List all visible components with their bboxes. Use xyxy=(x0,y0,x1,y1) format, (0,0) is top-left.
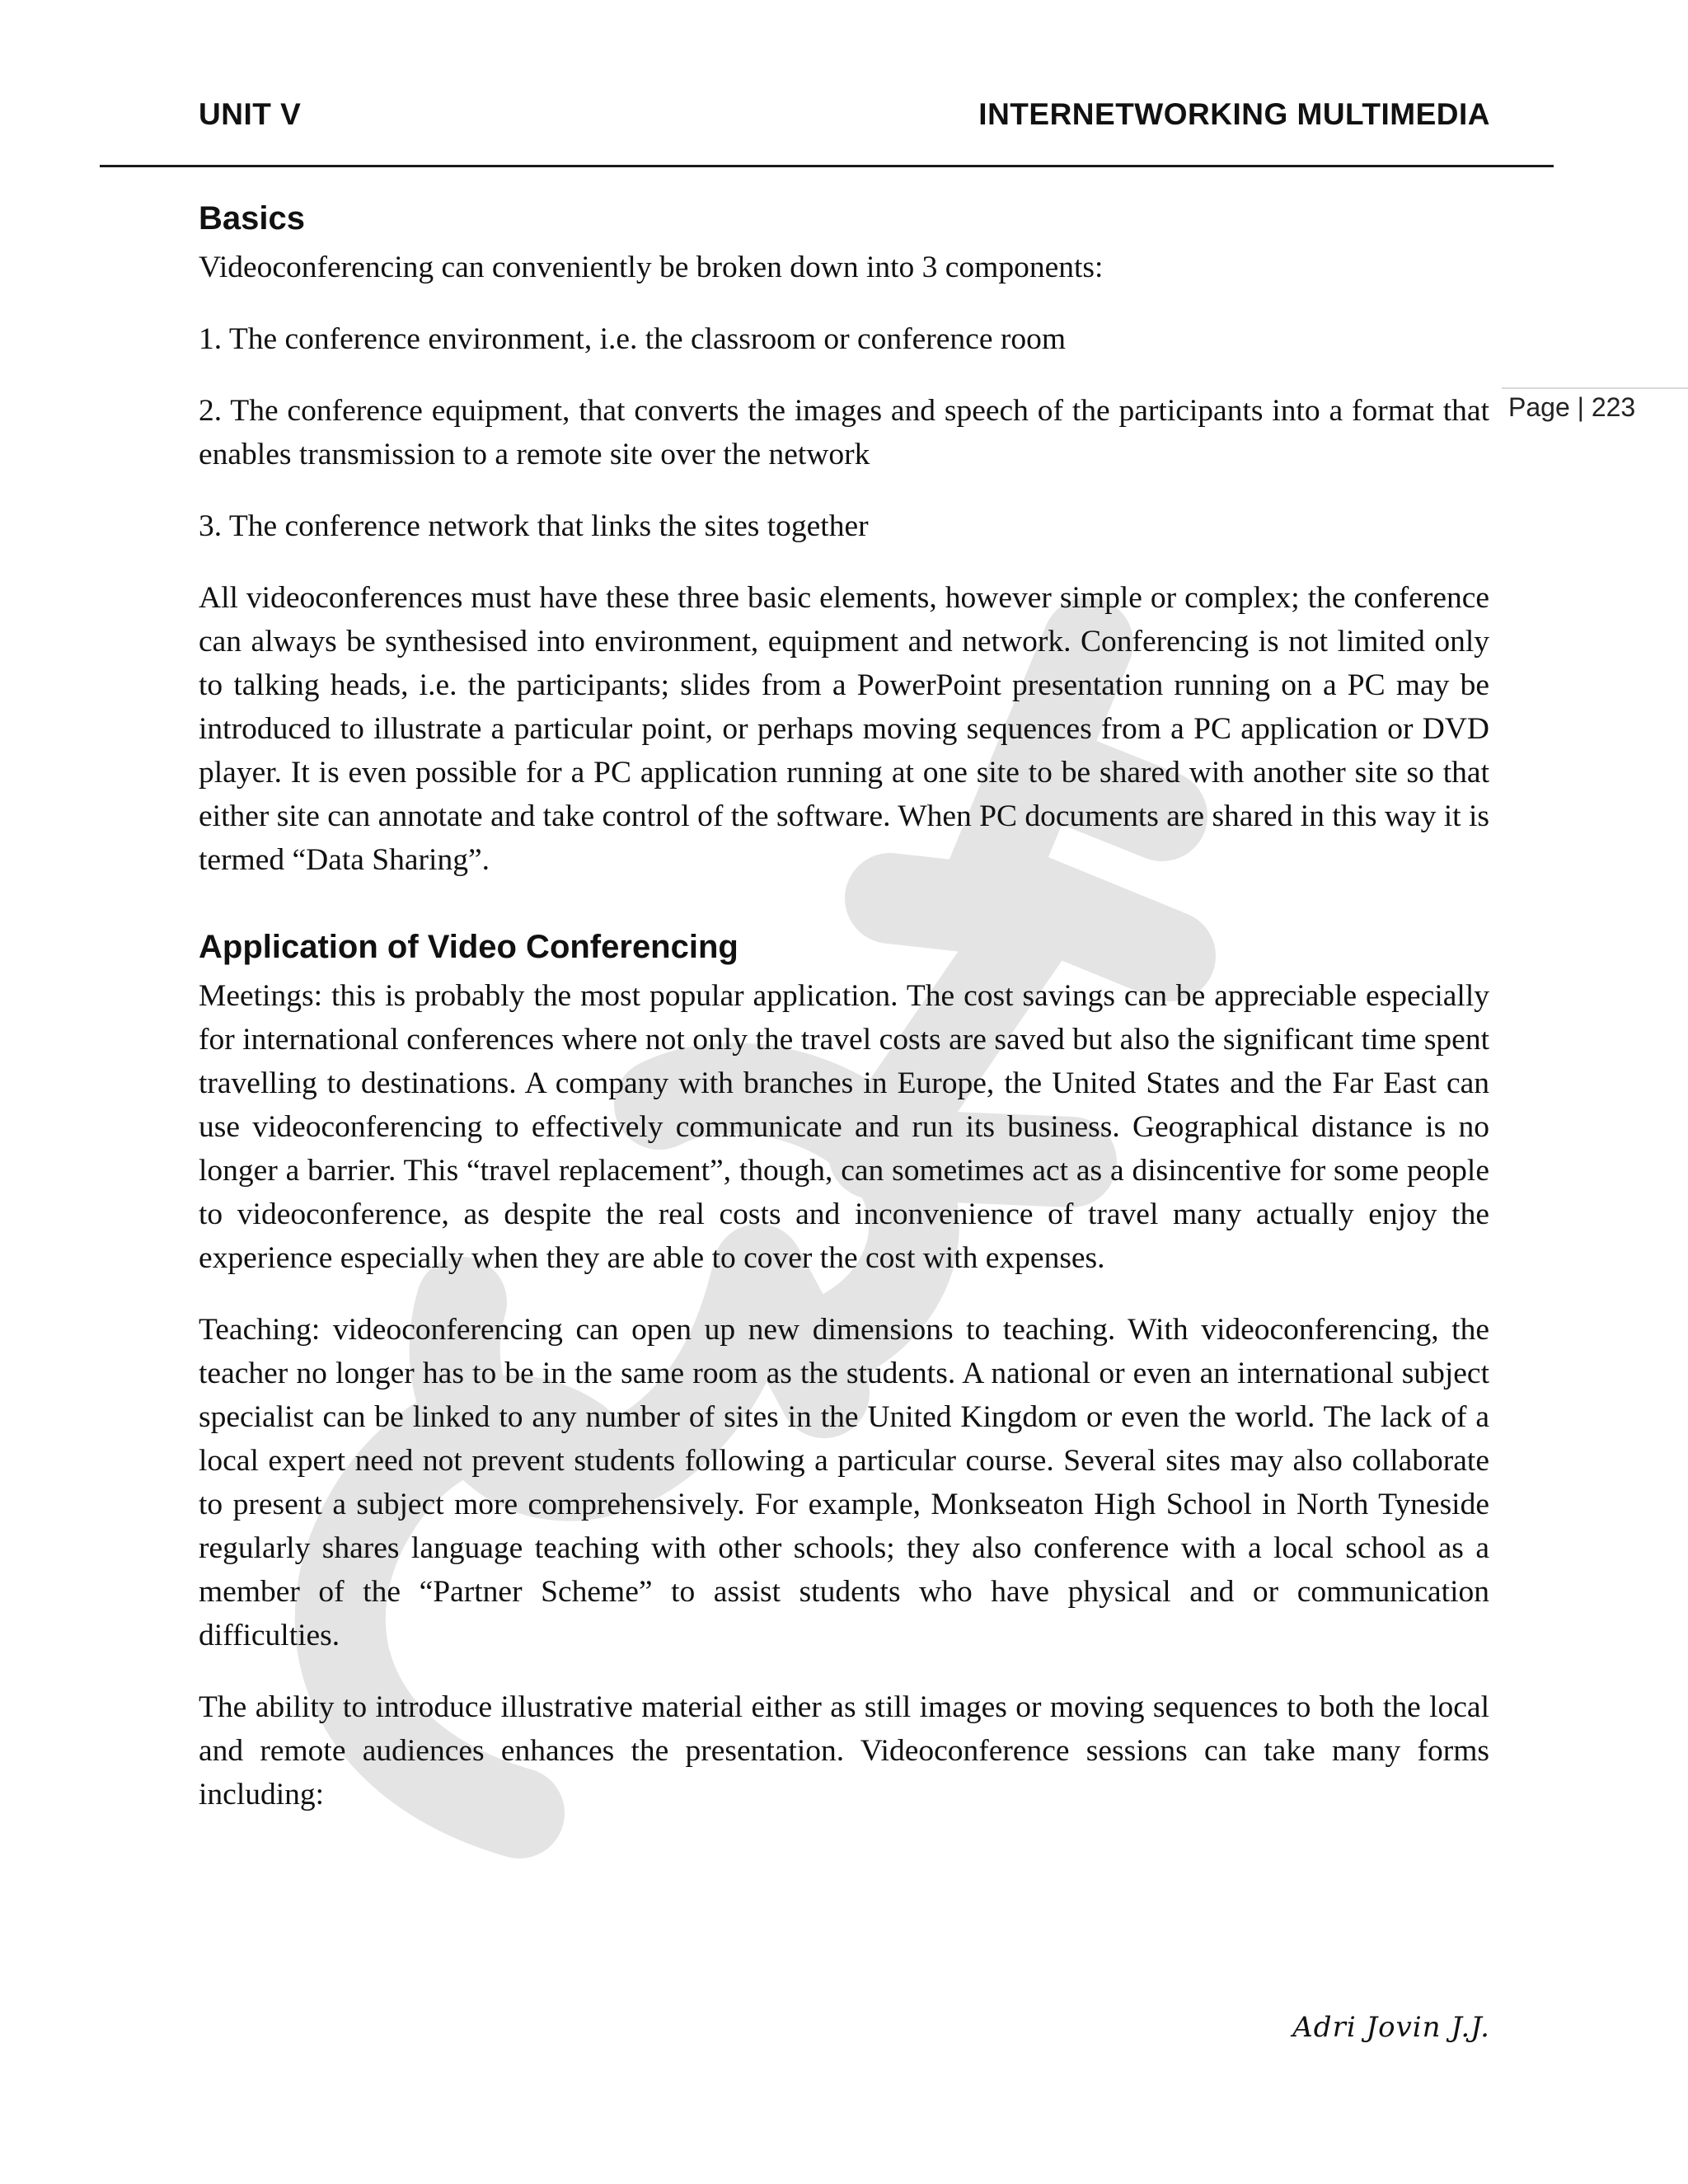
section-heading: Application of Video Conferencing xyxy=(199,929,738,965)
header-subject-title: INTERNETWORKING MULTIMEDIA xyxy=(978,97,1490,131)
section-heading: Basics xyxy=(199,200,305,237)
paragraph: 1. The conference environment, i.e. the classroom or conference room xyxy=(199,322,1066,356)
section-application xyxy=(199,925,1489,1816)
page-number-divider xyxy=(1502,387,1688,389)
page-number: Page | 223 xyxy=(1508,392,1636,422)
section-basics xyxy=(199,196,1489,882)
author-signature: Adri Jovin J.J. xyxy=(1292,2011,1490,2044)
paragraph: The ability to introduce illustrative material either as still images or moving sequences to both the local and remote audiences enhances the presentation. Videoconference sessions can take many forms including: xyxy=(199,1690,1489,1811)
paragraph: 2. The conference equipment, that converts the images and speech of the participants into a format that enables transmission to a remote site over the network xyxy=(199,394,1489,471)
paragraph: 3. The conference network that links the sites together xyxy=(199,509,869,543)
page-content xyxy=(199,196,1489,1844)
header-divider xyxy=(100,165,1554,167)
paragraph: Meetings: this is probably the most popular application. The cost savings can be appreciable especially for international conferences where not only the travel costs are saved but also the significant time spent travelling to destinations. A company with branches in Europe, the United States and the Far East can use videoconferencing to effectively communicate and run its business. Geographical distance is no longer a barrier. This “travel replacement”, though, can sometimes act as a disincentive for some people to videoconference, as despite the real costs and inconvenience of travel many actually enjoy the experience especially when they are able to cover the cost with expenses. xyxy=(199,979,1489,1275)
paragraph: All videoconferences must have these three basic elements, however simple or complex; the conference can always be synthesised into environment, equipment and network. Conferencing is not limited only to talking heads, i.e. the participants; slides from a PowerPoint presentation running on a PC may be introduced to illustrate a particular point, or perhaps moving sequences from a PC application or DVD player. It is even possible for a PC application running at one site to be shared with another site so that either site can annotate and take control of the software. When PC documents are shared in this way it is termed “Data Sharing”. xyxy=(199,581,1489,877)
header-unit-label: UNIT V xyxy=(199,97,302,131)
paragraph: Videoconferencing can conveniently be broken down into 3 components: xyxy=(199,251,1104,284)
paragraph: Teaching: videoconferencing can open up new dimensions to teaching. With videoconferencing, the teacher no longer has to be in the same room as the students. A national or even an international subject specialist can be linked to any number of sites in the United Kingdom or even the world. The lack of a local expert need not prevent students following a particular course. Several sites may also collaborate to present a subject more comprehensively. For example, Monkseaton High School in North Tyneside regularly shares language teaching with other schools; they also conference with a local school as a member of the “Partner Scheme” to assist students who have physical and or communication difficulties. xyxy=(199,1313,1489,1652)
